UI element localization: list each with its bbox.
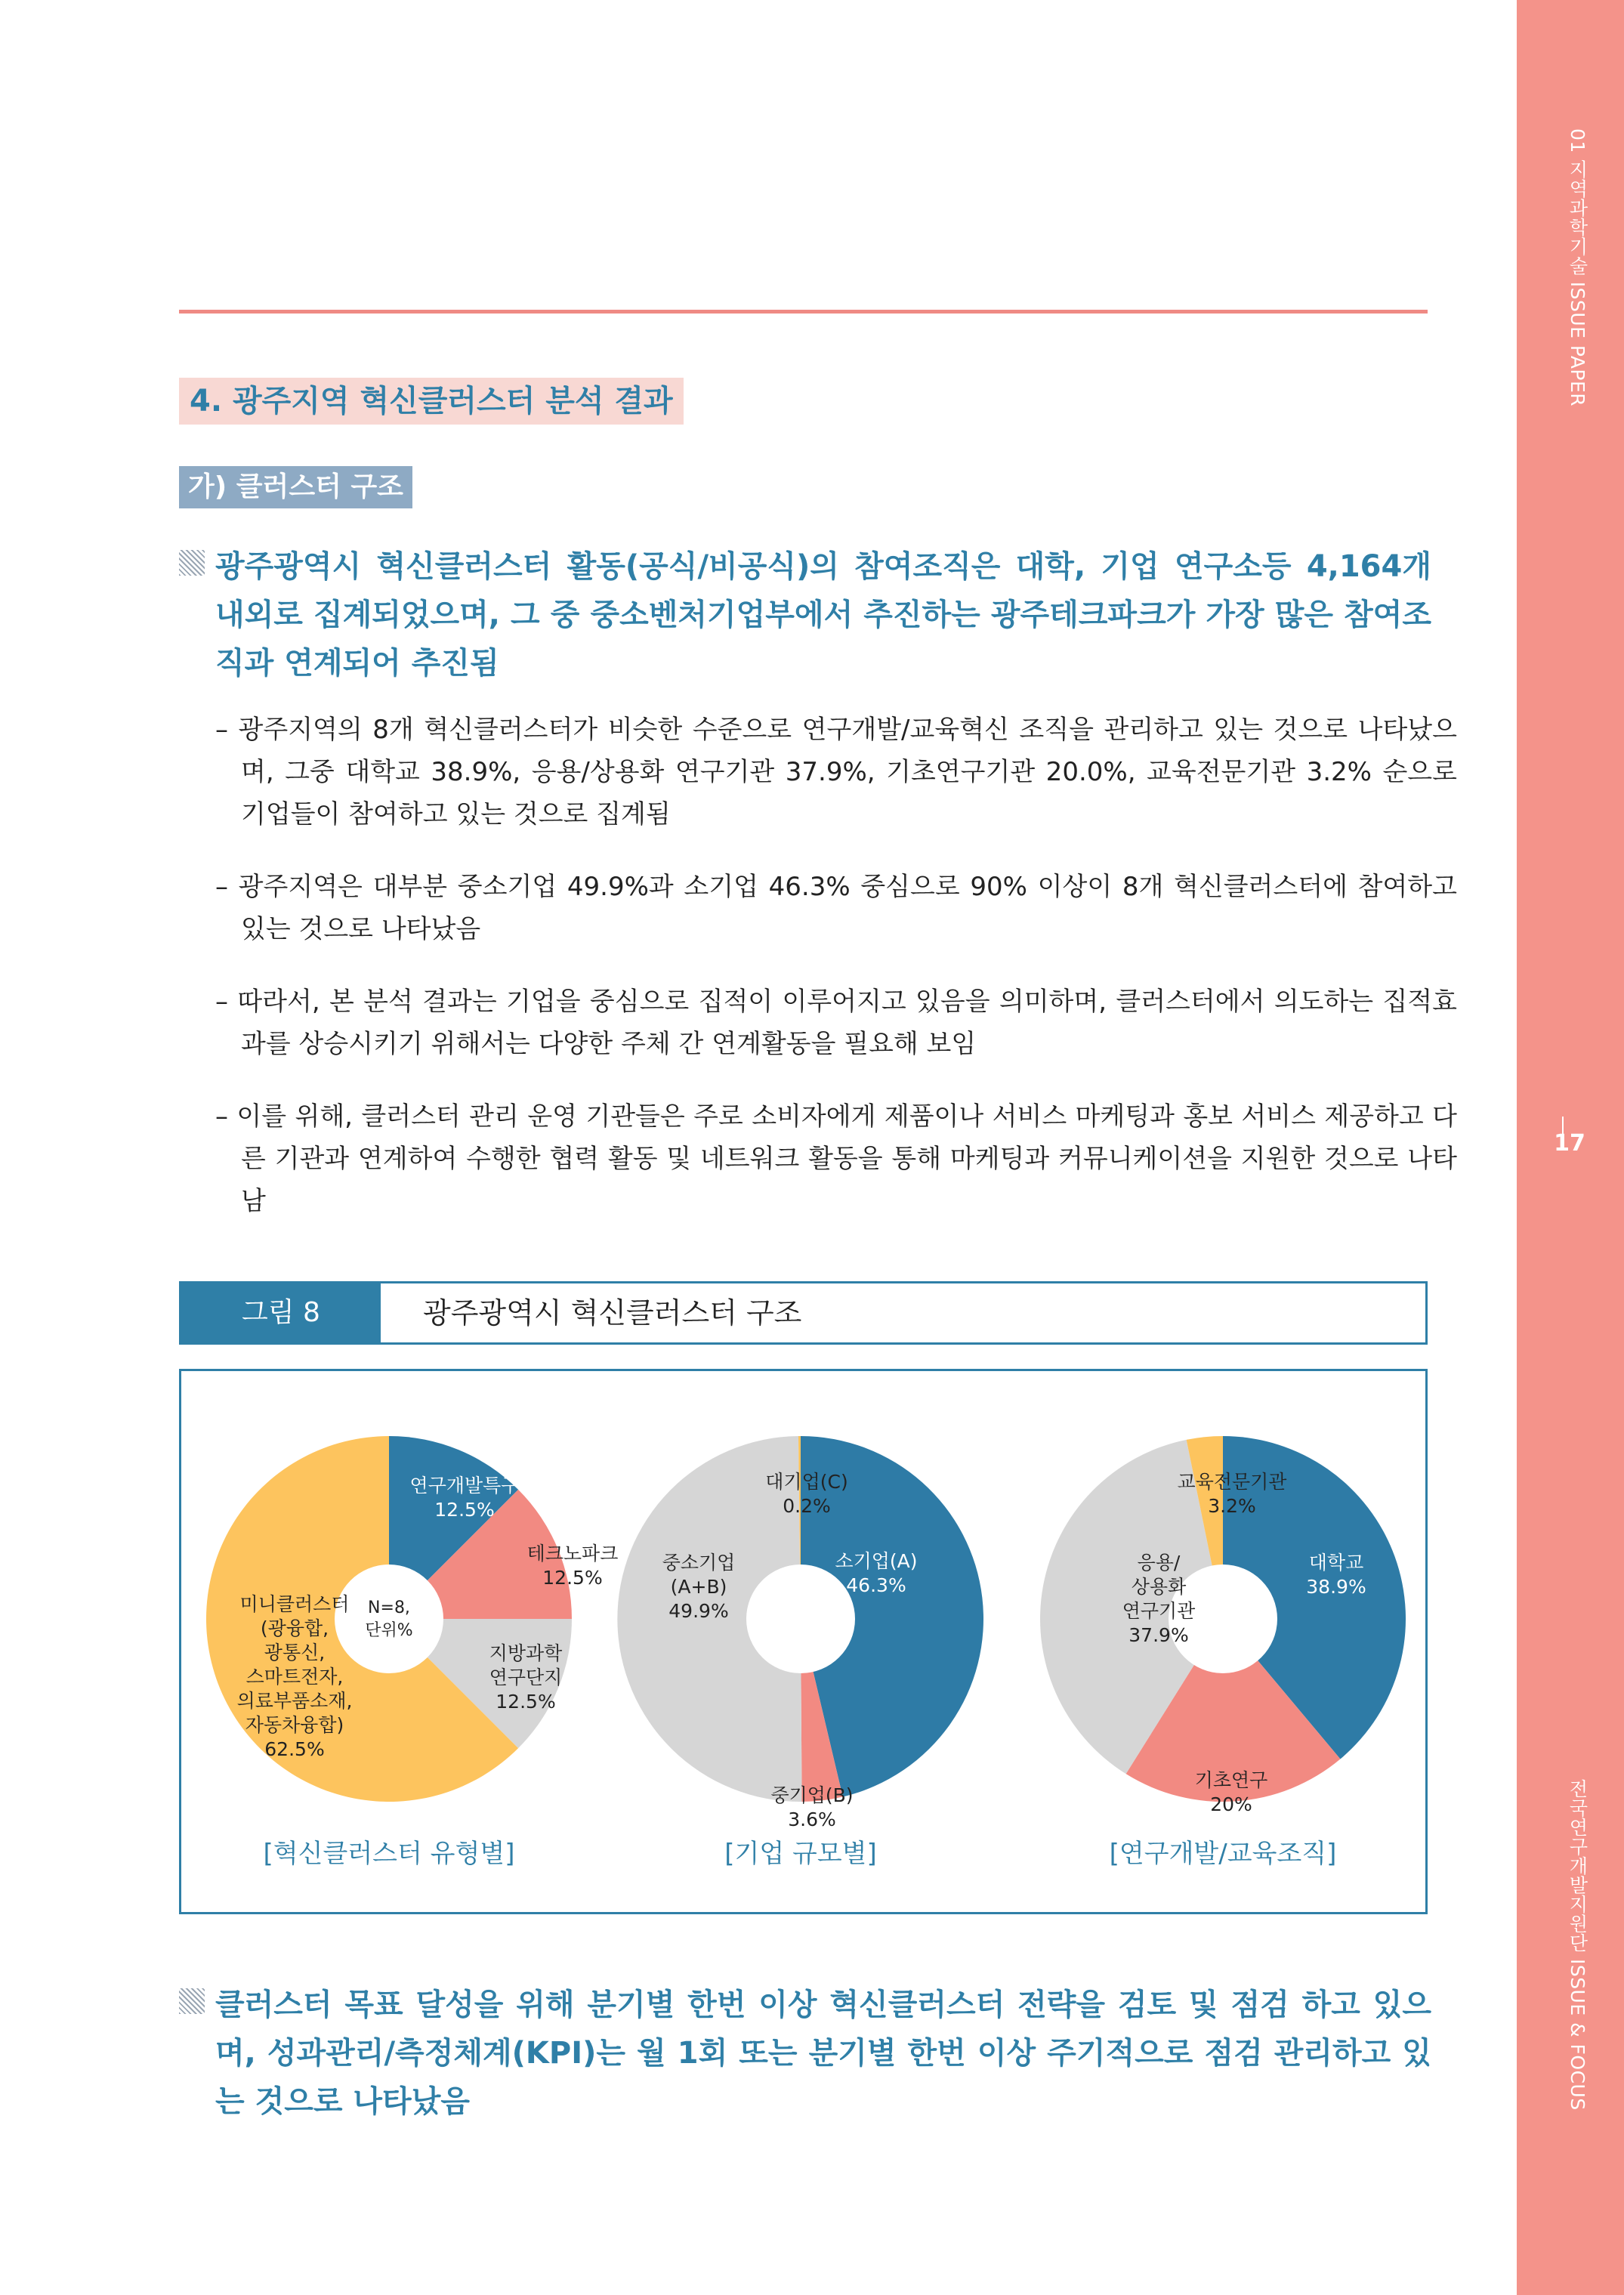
pie3-label-2: 기초연구 20%: [1194, 1769, 1268, 1815]
bullet-square-icon: [179, 550, 205, 576]
section-title: 4. 광주지역 혁신클러스터 분석 결과: [179, 378, 684, 425]
pie1-label-1: 연구개발특구 12.5%: [409, 1475, 520, 1521]
subsection-title: 가) 클러스터 구조: [179, 466, 412, 508]
figure-label: 그림 8: [181, 1283, 381, 1342]
detail-item-1: – 광주지역의 8개 혁신클러스터가 비슷한 수준으로 연구개발/교육혁신 조직을 관리하고 있는 것으로 나타났으며, 그중 대학교 38.9%, 응용/상용화 연구기관 37.9%, 기초연구기관 20.0%, 교육전문기관 3.2% 순으로 기업들이 참여하고 있는 것으로 집계됨: [215, 715, 1457, 829]
pie2-center-hole: [746, 1564, 855, 1673]
lead-paragraph-1: 광주광역시 혁신클러스터 활동(공식/비공식)의 참여조직은 대학, 기업 연구소등 4,164개 내외로 집계되었으며, 그 중 중소벤처기업부에서 추진하는 광주테크파크가 가장 많은 참여조직과 연계되어 추진됨: [215, 549, 1431, 681]
pie3-label-4: 교육전문기관 3.2%: [1177, 1471, 1287, 1517]
pie2-label-2: 중기업(B) 3.6%: [770, 1784, 854, 1830]
pie-charts: [181, 1371, 1425, 1912]
pie3-label-1: 대학교 38.9%: [1306, 1552, 1366, 1598]
pie1-label-2: 테크노파크 12.5%: [526, 1543, 619, 1589]
pie1-caption: [혁신클러스터 유형별]: [263, 1839, 515, 1869]
detail-item-4: – 이를 위해, 클러스터 관리 운영 기관들은 주로 소비자에게 제품이나 서비스 마케팅과 홍보 서비스 제공하고 다른 기관과 연계하여 수행한 협력 활동 및 네트워크 활동을 통해 마케팅과 커뮤니케이션을 지원한 것으로 나타남: [215, 1101, 1457, 1216]
page-number: 17: [1554, 1130, 1585, 1157]
detail-item-3: – 따라서, 본 분석 결과는 기업을 중심으로 집적이 이루어지고 있음을 의미하며, 클러스터에서 의도하는 집적효과를 상승시키기 위해서는 다양한 주체 간 연계활동을 필요해 보임: [215, 987, 1457, 1059]
figure-frame: [179, 1369, 1428, 1914]
lead-paragraph-2: 클러스터 목표 달성을 위해 분기별 한번 이상 혁신클러스터 전략을 검토 및 점검 하고 있으며, 성과관리/측정체계(KPI)는 월 1회 또는 분기별 한번 이상 주기적으로 점검 관리하고 있는 것으로 나타났음: [215, 1988, 1431, 2119]
figure-title: 광주광역시 혁신클러스터 구조: [423, 1296, 802, 1330]
pie2-label-4: 대기업(C) 0.2%: [765, 1471, 848, 1517]
pie1-center-note: N=8, 단위%: [365, 1598, 413, 1640]
pie1-label-4: 미니클러스터 (광융합, 광통신, 스마트전자, 의료부품소재, 자동차융합) 62.5%: [236, 1593, 353, 1760]
pie2-label-3: 중소기업 (A+B) 49.9%: [662, 1552, 736, 1622]
bullet-square-icon-2: [179, 1988, 205, 2014]
pie3-label-3: 응용/ 상용화 연구기관 37.9%: [1122, 1552, 1196, 1646]
running-footer: 전국연구개발지원단 ISSUE & FOCUS: [1567, 1779, 1588, 2111]
pie2-label-1: 소기업(A) 46.3%: [835, 1550, 918, 1596]
figure-header: [179, 1281, 1428, 1345]
pie3-caption: [연구개발/교육조직]: [1109, 1839, 1337, 1869]
running-header: 01 지역과학기술 ISSUE PAPER: [1567, 128, 1588, 407]
pie1-center-hole: [335, 1564, 443, 1673]
pie2-caption: [기업 규모별]: [724, 1839, 877, 1869]
pie1-label-3: 지방과학 연구단지 12.5%: [489, 1642, 563, 1713]
top-divider: [179, 310, 1428, 314]
detail-item-2: – 광주지역은 대부분 중소기업 49.9%과 소기업 46.3% 중심으로 90% 이상이 8개 혁신클러스터에 참여하고 있는 것으로 나타났음: [215, 872, 1457, 944]
